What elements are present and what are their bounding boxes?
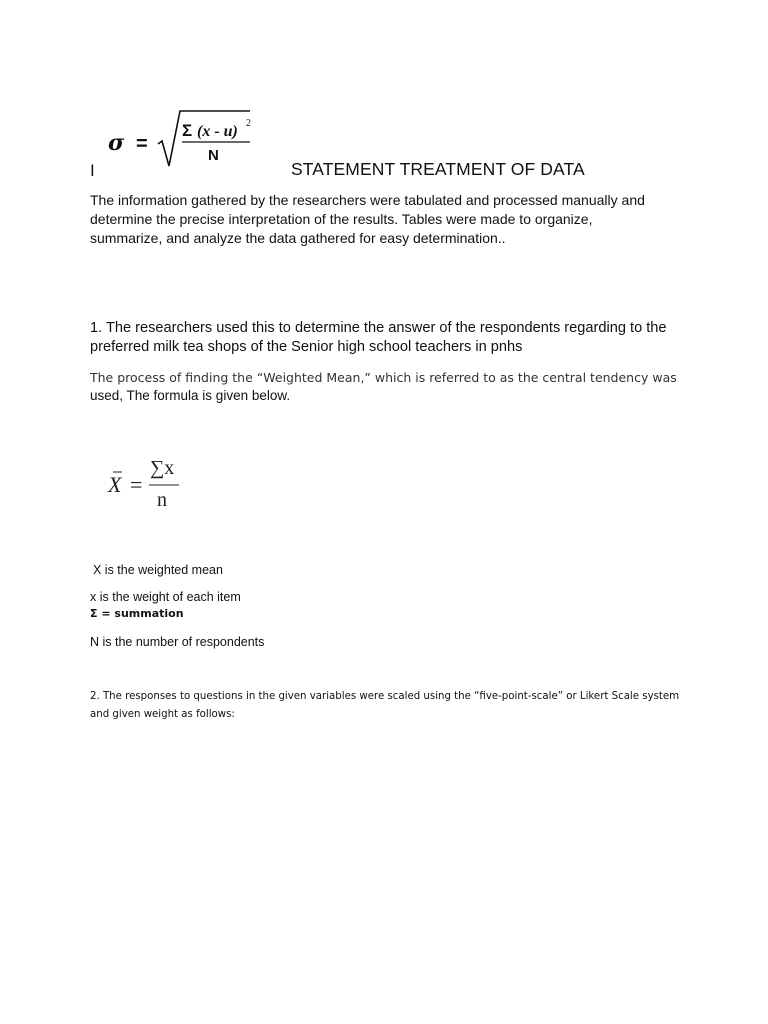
item-2-paragraph: 2. The responses to questions in the given variables were scaled using the “five-point-scale” or Likert Scale system and given weight as follows: <box>90 691 680 720</box>
std-equals-sign: = <box>136 133 148 155</box>
weighted-mean-formula-graphic <box>104 452 214 514</box>
weighted-mean-formula <box>104 452 214 514</box>
standard-deviation-formula <box>108 104 268 168</box>
standard-deviation-formula-graphic <box>108 104 268 168</box>
legend-summation: Σ = summation <box>90 607 184 620</box>
x-bar-symbol: X <box>108 472 122 497</box>
denominator-n: N <box>208 147 219 164</box>
legend-respondents: N is the number of respondents <box>90 635 265 649</box>
mean-numerator: ∑x <box>150 457 175 479</box>
weighted-mean-paragraph <box>90 369 690 404</box>
numerator-exponent: 2 <box>246 118 251 129</box>
legend-weighted-mean: X is the weighted mean <box>93 563 223 577</box>
weighted-mean-lead-line: The process of finding the “Weighted Mean,” which is referred to as the central tendency was <box>90 370 677 385</box>
weighted-mean-tail-line: used, The formula is given below. <box>90 387 291 403</box>
item-1-paragraph: 1. The researchers used this to determine the answer of the respondents regarding to the preferred milk tea shops of the Senior high school teachers in pnhs <box>90 320 667 355</box>
mean-denominator: n <box>157 489 167 511</box>
section-roman-numeral: I <box>90 161 95 180</box>
legend-item-weight: x is the weight of each item <box>90 590 241 604</box>
section-heading: STATEMENT TREATMENT OF DATA <box>291 159 585 179</box>
numerator-expression: (x - u) <box>197 123 238 140</box>
numerator-sum-symbol: Σ <box>182 121 193 140</box>
sigma-symbol: σ <box>108 130 125 156</box>
mean-equals-sign: = <box>130 472 143 497</box>
intro-paragraph: The information gathered by the researchers were tabulated and processed manually and determine the precise interpretation of the results. Tables were made to organize, summarize, and analyze the data gathered for easy determination.. <box>90 192 645 246</box>
